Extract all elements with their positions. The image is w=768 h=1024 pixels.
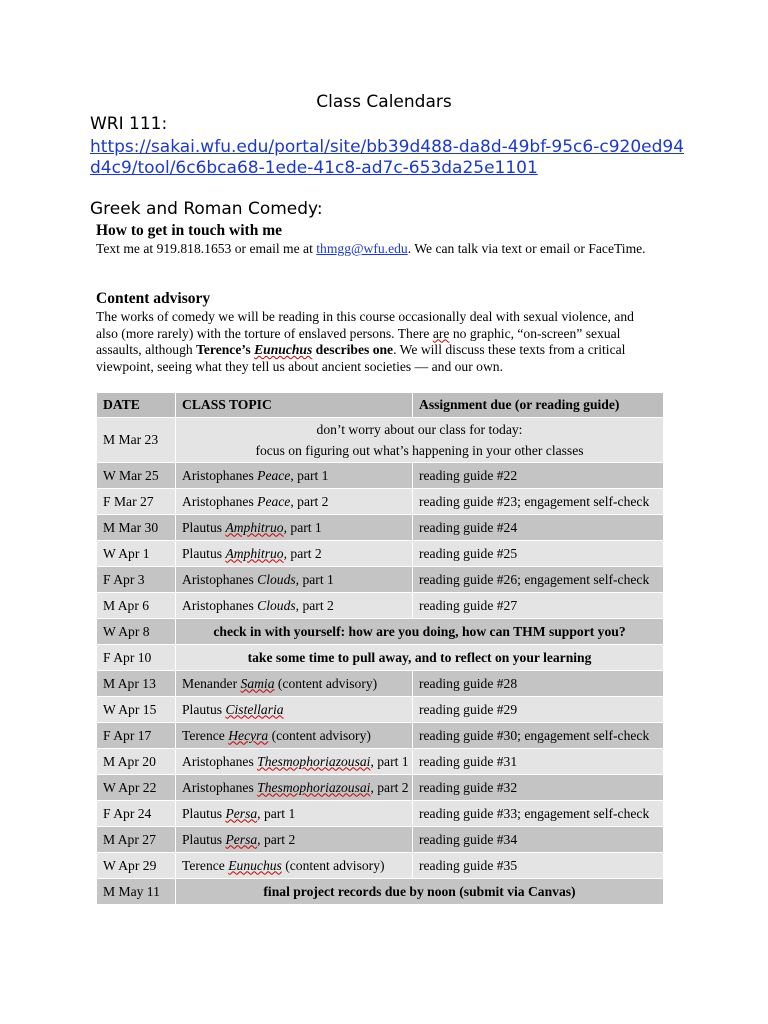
topic-work: Persa (225, 805, 258, 821)
topic-author: Terence (182, 857, 229, 873)
row-date: M Apr 27 (97, 827, 176, 853)
topic-work: Clouds (257, 597, 296, 613)
row-assignment: reading guide #34 (413, 827, 664, 853)
advisory-are: are (432, 325, 450, 341)
table-row (97, 853, 664, 879)
table-row (97, 541, 664, 567)
row-date: F Apr 10 (97, 645, 176, 671)
row-topic (176, 463, 413, 489)
topic-author: Plautus (182, 545, 226, 561)
row-topic (176, 827, 413, 853)
row-assignment: reading guide #22 (413, 463, 664, 489)
row-assignment: reading guide #31 (413, 749, 664, 775)
span-line-1: don’t worry about our class for today: (316, 422, 523, 437)
header-class-topic: CLASS TOPIC (176, 393, 413, 418)
advisory-text-2: no graphic, “on-screen” sexual assaults, although (96, 325, 621, 357)
topic-author: Plautus (182, 701, 226, 717)
row-date: W Apr 29 (97, 853, 176, 879)
table-row (97, 489, 664, 515)
class-calendar-table (96, 392, 664, 905)
row-topic (176, 593, 413, 619)
advisory-text-1: The works of comedy we will be reading in this course occasionally deal with sexual violence, and also (more rarely) with the torture of enslaved persons. There (96, 309, 634, 341)
topic-rest: , part 1 (283, 519, 322, 535)
advisory-bold-eunuchus: Eunuchus (254, 342, 313, 357)
table-row (97, 418, 664, 463)
row-span-note: final project records due by noon (submit via Canvas) (176, 879, 664, 905)
table-row (97, 775, 664, 801)
row-assignment: reading guide #25 (413, 541, 664, 567)
topic-work: Peace (257, 467, 291, 483)
topic-author: Plautus (182, 519, 226, 535)
row-assignment: reading guide #27 (413, 593, 664, 619)
row-date: M May 11 (97, 879, 176, 905)
topic-author: Plautus (182, 805, 226, 821)
row-assignment: reading guide #29 (413, 697, 664, 723)
table-row (97, 593, 664, 619)
email-link[interactable]: thmgg@wfu.edu (316, 241, 408, 256)
row-date: M Apr 20 (97, 749, 176, 775)
span-line-2: focus on figuring out what’s happening in your other classes (255, 443, 584, 458)
row-date: F Mar 27 (97, 489, 176, 515)
topic-rest: , part 2 (257, 831, 296, 847)
row-date: M Apr 6 (97, 593, 176, 619)
row-topic (176, 671, 413, 697)
topic-author: Terence (182, 727, 229, 743)
advisory-bold-terence: Terence’s (196, 342, 255, 357)
row-span-note: take some time to pull away, and to reflect on your learning (176, 645, 664, 671)
table-header-row (97, 393, 664, 418)
row-assignment: reading guide #35 (413, 853, 664, 879)
advisory-heading: Content advisory (96, 290, 211, 307)
topic-author: Menander (182, 675, 241, 691)
row-date: M Mar 30 (97, 515, 176, 541)
advisory-paragraph (96, 309, 644, 375)
contact-text-after: . We can talk via text or email or FaceTime. (407, 241, 646, 256)
row-date: F Apr 17 (97, 723, 176, 749)
row-date: W Apr 1 (97, 541, 176, 567)
row-topic (176, 775, 413, 801)
row-topic (176, 697, 413, 723)
topic-rest: (content advisory) (281, 857, 385, 873)
row-topic (176, 515, 413, 541)
row-date: W Mar 25 (97, 463, 176, 489)
row-assignment: reading guide #28 (413, 671, 664, 697)
row-topic (176, 489, 413, 515)
header-assignment: Assignment due (or reading guide) (413, 393, 664, 418)
row-date: F Apr 3 (97, 567, 176, 593)
row-topic (176, 541, 413, 567)
contact-paragraph (96, 241, 656, 258)
table-row (97, 619, 664, 645)
topic-author: Aristophanes (182, 493, 258, 509)
row-span-note (176, 418, 664, 463)
row-topic (176, 749, 413, 775)
topic-author: Aristophanes (182, 571, 258, 587)
row-date: W Apr 15 (97, 697, 176, 723)
table-row (97, 827, 664, 853)
table-row (97, 879, 664, 905)
topic-work: Samia (240, 675, 275, 691)
topic-author: Plautus (182, 831, 226, 847)
topic-work: Clouds (257, 571, 296, 587)
row-assignment: reading guide #30; engagement self-check (413, 723, 664, 749)
table-row (97, 697, 664, 723)
topic-work: Amphitruo (225, 519, 284, 535)
row-topic (176, 567, 413, 593)
row-topic (176, 723, 413, 749)
row-date: F Apr 24 (97, 801, 176, 827)
topic-rest: , part 1 (370, 753, 409, 769)
header-date: DATE (97, 393, 176, 418)
row-date: W Apr 8 (97, 619, 176, 645)
topic-rest: (content advisory) (274, 675, 378, 691)
table-row (97, 645, 664, 671)
topic-rest: , part 2 (295, 597, 334, 613)
table-row (97, 567, 664, 593)
topic-work: Thesmophoriazousai (257, 753, 371, 769)
course-label: WRI 111: (90, 114, 168, 134)
table-row (97, 463, 664, 489)
row-topic (176, 801, 413, 827)
contact-heading: How to get in touch with me (96, 222, 282, 239)
contact-text-before: Text me at 919.818.1653 or email me at (96, 241, 317, 256)
row-assignment: reading guide #26; engagement self-check (413, 567, 664, 593)
row-assignment: reading guide #23; engagement self-check (413, 489, 664, 515)
topic-rest: , part 2 (370, 779, 409, 795)
row-assignment: reading guide #24 (413, 515, 664, 541)
topic-rest: , part 1 (257, 805, 296, 821)
topic-rest: , part 2 (290, 493, 329, 509)
topic-author: Aristophanes (182, 779, 258, 795)
topic-work: Peace (257, 493, 291, 509)
topic-rest: (content advisory) (268, 727, 371, 743)
table-row (97, 671, 664, 697)
table-row (97, 723, 664, 749)
row-span-note: check in with yourself: how are you doing, how can THM support you? (176, 619, 664, 645)
advisory-text-3: . We will discuss these texts from a critical viewpoint, seeing what they tell us about ancient societies — and our own. (96, 342, 626, 374)
topic-author: Aristophanes (182, 467, 258, 483)
table-row (97, 749, 664, 775)
page-title: Class Calendars (316, 92, 452, 112)
row-date: M Mar 23 (97, 418, 176, 463)
row-topic (176, 853, 413, 879)
topic-author: Aristophanes (182, 597, 258, 613)
topic-work: Cistellaria (225, 701, 284, 717)
topic-work: Amphitruo (225, 545, 284, 561)
topic-work: Thesmophoriazousai (257, 779, 371, 795)
topic-work: Eunuchus (228, 857, 282, 873)
row-assignment: reading guide #32 (413, 775, 664, 801)
table-row (97, 801, 664, 827)
topic-rest: , part 2 (283, 545, 322, 561)
subject-heading: Greek and Roman Comedy: (90, 199, 323, 219)
topic-author: Aristophanes (182, 753, 258, 769)
advisory-bold-describes: describes one (312, 342, 394, 357)
row-date: M Apr 13 (97, 671, 176, 697)
topic-rest: , part 1 (295, 571, 334, 587)
topic-work: Hecyra (228, 727, 269, 743)
row-date: W Apr 22 (97, 775, 176, 801)
row-assignment: reading guide #33; engagement self-check (413, 801, 664, 827)
table-row (97, 515, 664, 541)
topic-work: Persa (225, 831, 258, 847)
topic-rest: , part 1 (290, 467, 329, 483)
course-link[interactable]: https://sakai.wfu.edu/portal/site/bb39d488-da8d-49bf-95c6-c920ed94d4c9/tool/6c6bca68-1ede-41c8-ad7c-653da25e1101 (90, 137, 685, 178)
